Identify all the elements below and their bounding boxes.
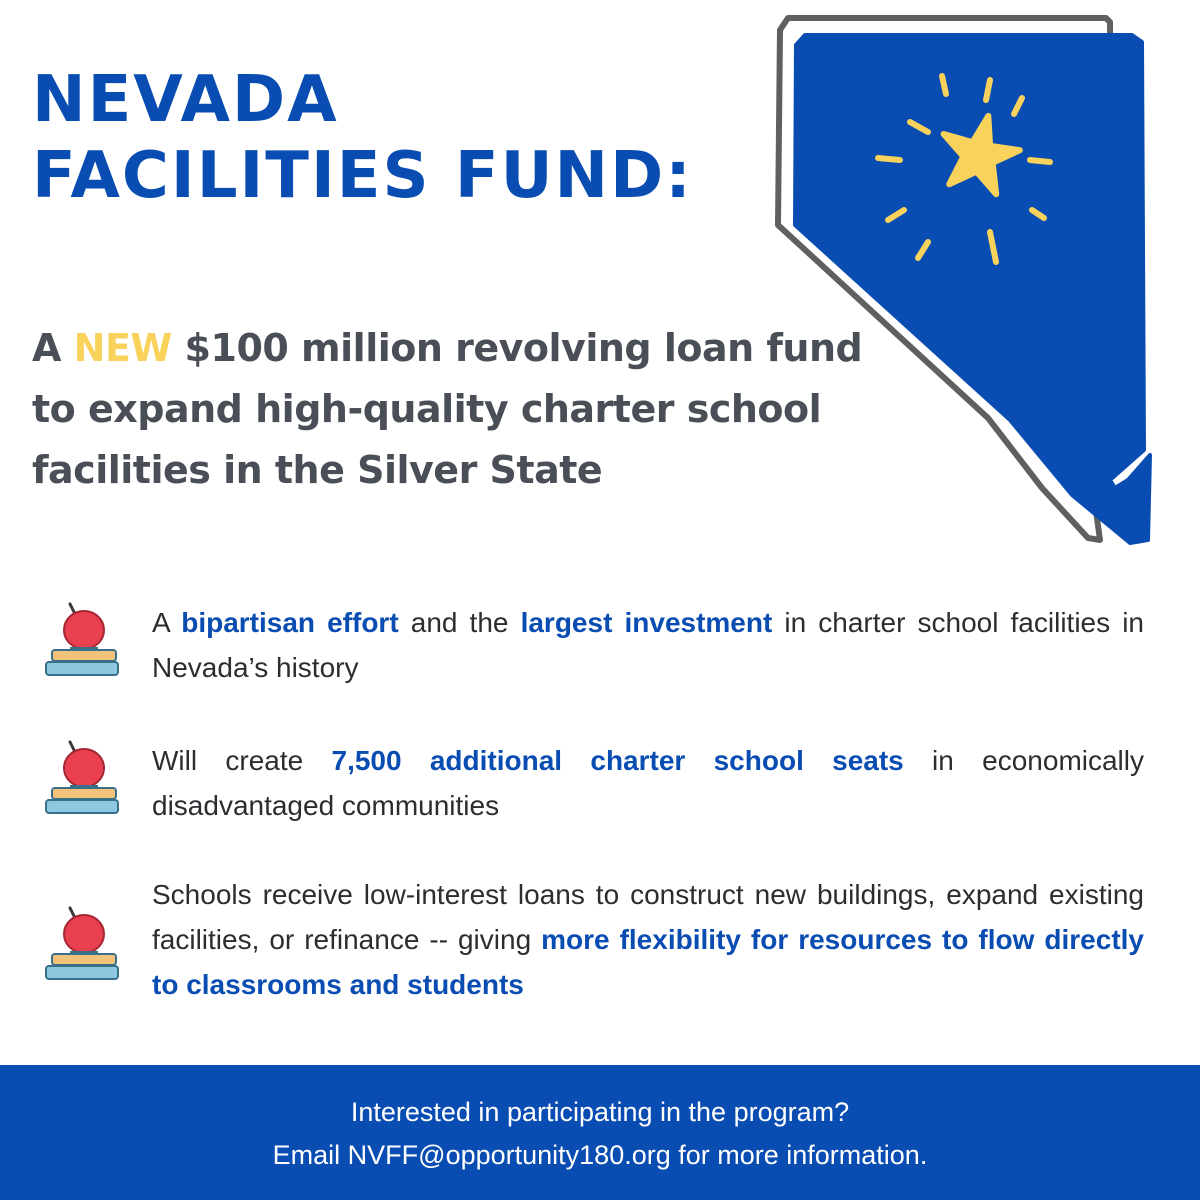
bullet-text: Will create 7,500 additional charter school seats in economically disadvantaged communities <box>152 745 1144 821</box>
subtitle-highlight: NEW <box>73 326 172 370</box>
subtitle-prefix: A <box>32 326 74 370</box>
subtitle-rest: $100 million revolving loan fund to expand high-quality charter school facilities in the Silver State <box>32 326 863 492</box>
title-line-2: FACILITIES FUND: <box>32 139 693 213</box>
bullet-item <box>44 738 1144 858</box>
bullet-text: Schools receive low-interest loans to construct new buildings, expand existing facilities, or refinance -- giving more flexibility for resources to flow directly to classrooms and students <box>152 879 1144 1000</box>
footer-line-1: Interested in participating in the program? <box>350 1097 850 1127</box>
bullet-item <box>44 600 1144 720</box>
apple-on-books-icon <box>44 904 122 990</box>
subtitle <box>32 318 912 501</box>
bullet-text: A bipartisan effort and the largest investment in charter school facilities in Nevada’s history <box>152 607 1144 683</box>
footer-email-line: Email NVFF@opportunity180.org for more information. <box>272 1140 928 1170</box>
title-line-1: NEVADA <box>32 63 339 137</box>
apple-on-books-icon <box>44 738 122 824</box>
apple-on-books-icon <box>44 600 122 686</box>
bullet-item <box>44 872 1144 1000</box>
footer-banner <box>0 1065 1200 1200</box>
page-title <box>32 62 693 214</box>
